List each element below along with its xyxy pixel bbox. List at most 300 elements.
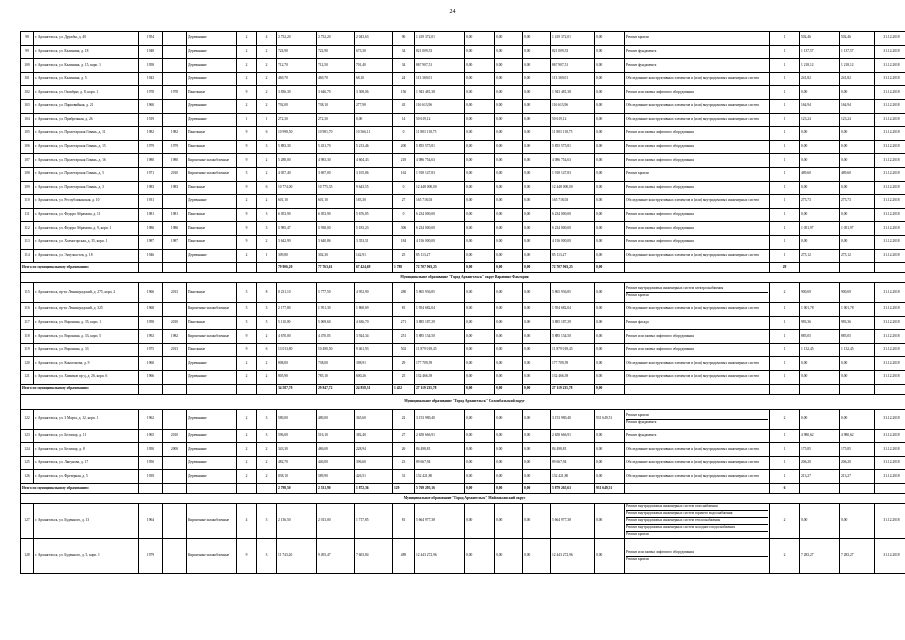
- section-title: Муниципальное образование "Город Архангельск" округ Варавино-Фактория: [21, 273, 905, 283]
- table-cell: 0,00: [800, 154, 840, 168]
- table-cell: 1 001,78: [800, 303, 840, 317]
- table-row: [21, 409, 905, 429]
- table-cell: 11 883 118,75: [551, 127, 595, 141]
- total-cell: 27 119 235,78: [551, 384, 595, 394]
- table-cell: Ремонт фундамента: [625, 59, 770, 73]
- table-cell: 31.12.2018: [875, 127, 905, 141]
- total-row: [21, 384, 905, 394]
- table-cell: 983,36: [800, 316, 840, 330]
- table-cell: 0,00: [465, 456, 495, 470]
- table-cell: 2: [257, 59, 277, 73]
- table-cell: 9: [237, 343, 257, 357]
- table-cell: 113 369,01: [415, 72, 465, 86]
- table-cell: 4 980,62: [800, 429, 840, 443]
- table-cell: 1 132,45: [840, 343, 875, 357]
- table-cell: 7 283,27: [840, 539, 875, 574]
- table-cell: 164,94: [800, 99, 840, 113]
- total-cell: [163, 484, 187, 494]
- table-cell: 1: [770, 357, 800, 371]
- table-cell: 4 086 754,63: [415, 154, 465, 168]
- table-cell: 1958: [139, 59, 163, 73]
- table-cell: 1 137,57: [840, 45, 875, 59]
- table-cell: 931 649,51: [595, 409, 625, 429]
- table-cell: 1: [770, 59, 800, 73]
- table-cell: Обследование конструктивных элементов и (или) внутридомовых инженерных систем: [625, 371, 770, 385]
- table-cell: 275,73: [800, 195, 840, 209]
- table-cell: 0,00: [523, 154, 551, 168]
- table-cell: 0,00: [595, 32, 625, 46]
- table-cell: 0,00: [595, 195, 625, 209]
- table-cell: 0,00: [523, 32, 551, 46]
- table-cell: 2: [770, 409, 800, 429]
- table-cell: [163, 195, 187, 209]
- table-cell: 98: [21, 32, 34, 46]
- table-cell: Деревянные: [187, 409, 237, 429]
- table-cell: 1: [770, 45, 800, 59]
- table-cell: Панельные: [187, 140, 237, 154]
- table-cell: 0,00: [595, 181, 625, 195]
- total-cell: [257, 384, 277, 394]
- table-cell: 2: [237, 59, 257, 73]
- table-cell: 4 983,30: [317, 154, 355, 168]
- table-cell: 31.12.2018: [875, 343, 905, 357]
- table-cell: 5: [257, 316, 277, 330]
- table-cell: 12 443 272,96: [415, 539, 465, 574]
- table-cell: 31.12.2018: [875, 429, 905, 443]
- table-cell: 0,00: [523, 409, 551, 429]
- table-cell: 0,00: [800, 208, 840, 222]
- table-cell: 0,00: [595, 45, 625, 59]
- table-cell: 5 069,60: [317, 316, 355, 330]
- table-cell: 1981: [163, 208, 187, 222]
- total-cell: [237, 263, 257, 273]
- table-cell: 396,60: [355, 456, 393, 470]
- table-cell: г. Архангельск, ул. Октябрят, д. 8, корп. 1: [34, 86, 139, 100]
- table-cell: 9: [237, 222, 257, 236]
- table-cell: 0,00: [595, 167, 625, 181]
- table-cell: 0,00: [465, 470, 495, 484]
- table-cell: Обследование конструктивных элементов и (или) внутридомовых инженерных систем: [625, 303, 770, 317]
- total-cell: 34 587,70: [277, 384, 317, 394]
- table-cell: 0,00: [495, 470, 523, 484]
- table-cell: 0,00: [465, 195, 495, 209]
- total-cell: [237, 384, 257, 394]
- table-cell: 0,00: [465, 429, 495, 443]
- table-cell: 9 643,55: [355, 181, 393, 195]
- table-cell: 1: [770, 99, 800, 113]
- table-cell: [163, 45, 187, 59]
- table-cell: 580,00: [277, 409, 317, 429]
- table-cell: Обследование конструктивных элементов и (или) внутридомовых инженерных систем: [625, 456, 770, 470]
- table-cell: 116: [21, 303, 34, 317]
- table-cell: 2013: [163, 283, 187, 303]
- table-cell: 2: [237, 456, 257, 470]
- table-cell: 0,00: [523, 113, 551, 127]
- table-cell: 0,00: [595, 303, 625, 317]
- table-cell: 1950: [139, 443, 163, 457]
- total-cell: 2 798,50: [277, 484, 317, 494]
- table-cell: 4 604,43: [355, 154, 393, 168]
- table-cell: 1964: [139, 504, 163, 539]
- table-cell: 1962: [139, 409, 163, 429]
- total-row: [21, 263, 905, 273]
- table-cell: 1: [770, 222, 800, 236]
- table-cell: 0,00: [523, 99, 551, 113]
- table-cell: 0,00: [840, 86, 875, 100]
- table-cell: 0,00: [355, 113, 393, 127]
- table-cell: 0,00: [840, 140, 875, 154]
- table-cell: Ремонт или замена лифтового оборудования: [625, 235, 770, 249]
- table-cell: 0,00: [495, 504, 523, 539]
- table-cell: 111: [21, 208, 34, 222]
- table-row: [21, 456, 905, 470]
- table-cell: 0,00: [840, 127, 875, 141]
- table-cell: Кирпичные шлакоблочные: [187, 504, 237, 539]
- table-cell: 175,85: [800, 443, 840, 457]
- table-cell: 31.12.2018: [875, 59, 905, 73]
- table-cell: 272,30: [317, 113, 355, 127]
- table-cell: 0,00: [523, 357, 551, 371]
- table-cell: 10 998,50: [277, 127, 317, 141]
- table-cell: 0,00: [465, 167, 495, 181]
- table-cell: 31.12.2018: [875, 208, 905, 222]
- table-cell: 14: [393, 113, 415, 127]
- table-cell: 119: [21, 343, 34, 357]
- table-cell: [163, 59, 187, 73]
- table-cell: Панельные: [187, 86, 237, 100]
- table-cell: Деревянные: [187, 249, 237, 263]
- table-cell: Ремонт фундамента: [625, 45, 770, 59]
- table-cell: 5 777,50: [317, 283, 355, 303]
- table-cell: 0,00: [595, 343, 625, 357]
- table-cell: 0,00: [595, 371, 625, 385]
- table-cell: 5 288,00: [277, 154, 317, 168]
- table-cell: 0,00: [595, 59, 625, 73]
- table-cell: 0,00: [595, 154, 625, 168]
- table-cell: 10 566,11: [355, 127, 393, 141]
- table-cell: 2 136,50: [277, 504, 317, 539]
- table-cell: 885,05: [800, 330, 840, 344]
- table-cell: [163, 113, 187, 127]
- table-row: [21, 32, 905, 46]
- table-cell: 0,00: [800, 181, 840, 195]
- total-cell: [840, 384, 875, 394]
- table-cell: 85 113,27: [551, 249, 595, 263]
- table-cell: 0,00: [495, 86, 523, 100]
- table-cell: 275,73: [840, 195, 875, 209]
- table-cell: 31.12.2018: [875, 470, 905, 484]
- table-cell: 0,00: [523, 59, 551, 73]
- table-cell: 0,00: [465, 45, 495, 59]
- total-cell: [163, 384, 187, 394]
- work-type-item: Ремонт или замена лифтового оборудования: [626, 550, 768, 557]
- table-cell: 4 470,05: [317, 330, 355, 344]
- table-cell: 1978: [163, 86, 187, 100]
- table-cell: 6: [257, 127, 277, 141]
- table-cell: 0,00: [595, 456, 625, 470]
- table-cell: 0,00: [595, 127, 625, 141]
- table-cell: 0,00: [465, 222, 495, 236]
- table-cell: 3: [257, 303, 277, 317]
- table-cell: 5 855 575,81: [551, 140, 595, 154]
- table-cell: 108: [21, 167, 34, 181]
- table-cell: 1 943 481,38: [415, 86, 465, 100]
- table-cell: 1 419 372,01: [551, 32, 595, 46]
- table-cell: 31.12.2018: [875, 357, 905, 371]
- table-cell: 10 774,00: [277, 181, 317, 195]
- table-cell: г. Архангельск, ул. Пролетарская Гавань, д. 16: [34, 154, 139, 168]
- table-cell: 3: [257, 208, 277, 222]
- table-cell: 31.12.2018: [875, 371, 905, 385]
- table-cell: 241,82: [840, 72, 875, 86]
- total-cell: 0,00: [523, 263, 551, 273]
- table-cell: Ремонт фундамента: [625, 429, 770, 443]
- table-cell: 9 461,93: [355, 343, 393, 357]
- table-row: [21, 72, 905, 86]
- table-cell: 132 466,39: [415, 371, 465, 385]
- table-cell: 132 421,80: [415, 470, 465, 484]
- table-cell: 132 466,39: [551, 371, 595, 385]
- table-cell: 0,00: [495, 303, 523, 317]
- table-cell: 1: [770, 86, 800, 100]
- work-type-item: Ремонт кровли: [626, 413, 768, 420]
- table-cell: 0,00: [523, 72, 551, 86]
- total-label: Итого по муниципальному образованию:: [21, 263, 139, 273]
- table-cell: 0,00: [465, 32, 495, 46]
- table-cell: [625, 539, 770, 574]
- table-cell: 206,20: [840, 456, 875, 470]
- table-cell: Обследование конструктивных элементов и (или) внутридомовых инженерных систем: [625, 443, 770, 457]
- table-cell: 0,00: [595, 99, 625, 113]
- table-cell: 1982: [139, 127, 163, 141]
- table-row: [21, 195, 905, 209]
- section-header-row: [21, 494, 905, 504]
- table-cell: 5 938,00: [317, 222, 355, 236]
- table-cell: Обследование конструктивных элементов и (или) внутридомовых инженерных систем: [625, 357, 770, 371]
- table-cell: 1 218,12: [840, 59, 875, 73]
- table-cell: 2010: [163, 429, 187, 443]
- table-cell: 4 156 000,00: [551, 235, 595, 249]
- table-cell: 2: [257, 456, 277, 470]
- table-cell: 0,00: [495, 371, 523, 385]
- table-row: [21, 429, 905, 443]
- table-cell: 0,00: [523, 195, 551, 209]
- table-cell: 275,12: [800, 249, 840, 263]
- table-cell: 5 885 134,50: [551, 330, 595, 344]
- table-cell: г. Архангельск, ул. Беломор, д. 11: [34, 429, 139, 443]
- table-cell: 489,60: [840, 167, 875, 181]
- table-row: [21, 181, 905, 195]
- total-cell: [139, 484, 163, 494]
- table-cell: 5 985,47: [277, 222, 317, 236]
- table-cell: г. Архангельск, ул. Холмогорская, д. 35, корп. 1: [34, 235, 139, 249]
- table-cell: 12 443 272,96: [551, 539, 595, 574]
- table-cell: 2: [770, 539, 800, 574]
- total-cell: 1 872,36: [355, 484, 393, 494]
- table-cell: 589,90: [317, 470, 355, 484]
- table-cell: 1 051,97: [840, 222, 875, 236]
- table-cell: Кирпичные шлакоблочные: [187, 154, 237, 168]
- table-cell: 3 105,86: [355, 167, 393, 181]
- table-cell: 0,00: [523, 235, 551, 249]
- table-cell: 2 043,63: [355, 32, 393, 46]
- table-cell: 821 009,53: [551, 45, 595, 59]
- table-cell: 1965: [139, 429, 163, 443]
- table-cell: 0,00: [465, 504, 495, 539]
- table-cell: Ремонт или замена лифтового оборудования: [625, 222, 770, 236]
- table-cell: Деревянные: [187, 72, 237, 86]
- table-cell: 1979: [163, 140, 187, 154]
- section-header-row: [21, 394, 905, 409]
- table-cell: 0,00: [495, 59, 523, 73]
- table-cell: 0,00: [523, 283, 551, 303]
- table-cell: 31.12.2018: [875, 539, 905, 574]
- table-row: [21, 99, 905, 113]
- table-cell: 165 718,03: [551, 195, 595, 209]
- table-cell: 489,60: [800, 167, 840, 181]
- table-row: [21, 222, 905, 236]
- table-cell: г. Архангельск, ул. Беломор, д. 8: [34, 443, 139, 457]
- table-cell: 0,00: [465, 443, 495, 457]
- section-title: Муниципальное образование "Город Архангельск" Соломбальский округ: [21, 394, 905, 409]
- table-cell: 0,00: [495, 127, 523, 141]
- total-cell: [237, 484, 257, 494]
- table-cell: 1: [770, 195, 800, 209]
- table-cell: 177 709,59: [551, 357, 595, 371]
- table-cell: 124: [21, 443, 34, 457]
- table-cell: 228,94: [355, 443, 393, 457]
- work-type-item: Ремонт внутридомовых инженерных систем холодного водоснабжения: [626, 525, 768, 532]
- page-number: 24: [449, 9, 456, 15]
- table-cell: 5 855 575,81: [415, 140, 465, 154]
- total-cell: 931 649,51: [595, 484, 625, 494]
- table-cell: 99: [21, 45, 34, 59]
- table-cell: 0,00: [465, 208, 495, 222]
- table-cell: 3: [257, 140, 277, 154]
- table-cell: 983,36: [840, 316, 875, 330]
- table-cell: 0,00: [800, 371, 840, 385]
- table-row: [21, 470, 905, 484]
- table-cell: 113: [21, 235, 34, 249]
- table-cell: 5 183,23: [355, 222, 393, 236]
- table-cell: Обследование конструктивных элементов и (или) внутридомовых инженерных систем: [625, 470, 770, 484]
- table-row: [21, 249, 905, 263]
- table-cell: 0,00: [595, 86, 625, 100]
- table-cell: 6 234 000,00: [551, 208, 595, 222]
- table-cell: 792,00: [277, 99, 317, 113]
- work-type-item: Ремонт внутридомовых инженерных систем горячего водоснабжения: [626, 511, 768, 518]
- table-cell: 27: [393, 429, 415, 443]
- total-cell: 0,00: [465, 263, 495, 273]
- table-cell: 0,00: [465, 99, 495, 113]
- table-cell: 1: [770, 429, 800, 443]
- work-type-item: Ремонт фундамента: [626, 419, 657, 424]
- table-cell: г. Архангельск, ул. Ляпунова, д. 17: [34, 456, 139, 470]
- table-cell: 3 353,51: [355, 235, 393, 249]
- table-cell: Деревянные: [187, 195, 237, 209]
- table-cell: 10 981,70: [317, 127, 355, 141]
- table-cell: 306: [393, 222, 415, 236]
- table-cell: 2 752,20: [317, 32, 355, 46]
- table-cell: 31: [393, 470, 415, 484]
- work-type-item: Ремонт внутридомовых инженерных систем электроснабжения: [626, 286, 768, 293]
- table-cell: 0,00: [800, 357, 840, 371]
- table-cell: 102: [21, 86, 34, 100]
- table-cell: 114: [21, 249, 34, 263]
- table-cell: 3 885 187,29: [415, 316, 465, 330]
- table-cell: 0,00: [495, 409, 523, 429]
- table-cell: 0,00: [495, 330, 523, 344]
- table-cell: 0,00: [495, 357, 523, 371]
- table-cell: г. Архангельск, ул. Химиков пр-д, д. 26, корп. 6: [34, 371, 139, 385]
- table-cell: [163, 32, 187, 46]
- table-cell: 0,00: [495, 32, 523, 46]
- table-cell: 302,30: [317, 249, 355, 263]
- table-cell: Кирпичные шлакоблочные: [187, 330, 237, 344]
- table-cell: Панельные: [187, 181, 237, 195]
- total-cell: [187, 263, 237, 273]
- total-cell: 24 858,31: [355, 384, 393, 394]
- table-cell: 0,00: [800, 140, 840, 154]
- table-cell: 27: [393, 195, 415, 209]
- table-cell: 1: [237, 113, 257, 127]
- table-cell: 9: [237, 235, 257, 249]
- table-cell: 2: [237, 32, 257, 46]
- table-cell: 106: [21, 140, 34, 154]
- table-cell: [163, 409, 187, 429]
- table-cell: Деревянные: [187, 456, 237, 470]
- total-cell: [139, 263, 163, 273]
- table-cell: 1950: [139, 456, 163, 470]
- table-cell: 722,90: [317, 45, 355, 59]
- table-cell: 0,00: [523, 371, 551, 385]
- table-cell: 712,70: [277, 59, 317, 73]
- table-cell: 31.12.2018: [875, 113, 905, 127]
- table-cell: 120: [21, 357, 34, 371]
- table-cell: 600,26: [355, 371, 393, 385]
- table-row: [21, 316, 905, 330]
- work-type-item: Ремонт внутридомовых инженерных систем газоснабжения: [626, 504, 768, 511]
- table-cell: г. Архангельск, ул. Энтузиастов, д. 18: [34, 249, 139, 263]
- table-cell: 0,00: [495, 140, 523, 154]
- table-cell: 116 613,96: [551, 99, 595, 113]
- table-cell: 31.12.2018: [875, 222, 905, 236]
- table-cell: 0,00: [595, 235, 625, 249]
- table-cell: 7 603,84: [355, 539, 393, 574]
- table-cell: 0,00: [523, 249, 551, 263]
- table-cell: 1: [770, 154, 800, 168]
- table-cell: 184: [393, 235, 415, 249]
- table-row: [21, 539, 905, 574]
- table-cell: 164,94: [840, 99, 875, 113]
- total-cell: 67 424,69: [355, 263, 393, 273]
- table-cell: 2 177,80: [277, 303, 317, 317]
- section-title: Муниципальное образование "Город Архангельск" Маймаксанский округ: [21, 494, 905, 504]
- table-cell: 0,00: [465, 235, 495, 249]
- table-cell: 2: [257, 86, 277, 100]
- table-cell: 118: [21, 330, 34, 344]
- table-cell: 116 613,96: [415, 99, 465, 113]
- table-cell: 1: [770, 303, 800, 317]
- table-cell: 480,00: [317, 409, 355, 429]
- table-cell: 0,00: [595, 283, 625, 303]
- housing-program-table: [20, 31, 905, 574]
- table-row: [21, 357, 905, 371]
- table-cell: 271: [393, 316, 415, 330]
- table-cell: 11 879 018,45: [551, 343, 595, 357]
- total-cell: [840, 263, 875, 273]
- table-row: [21, 303, 905, 317]
